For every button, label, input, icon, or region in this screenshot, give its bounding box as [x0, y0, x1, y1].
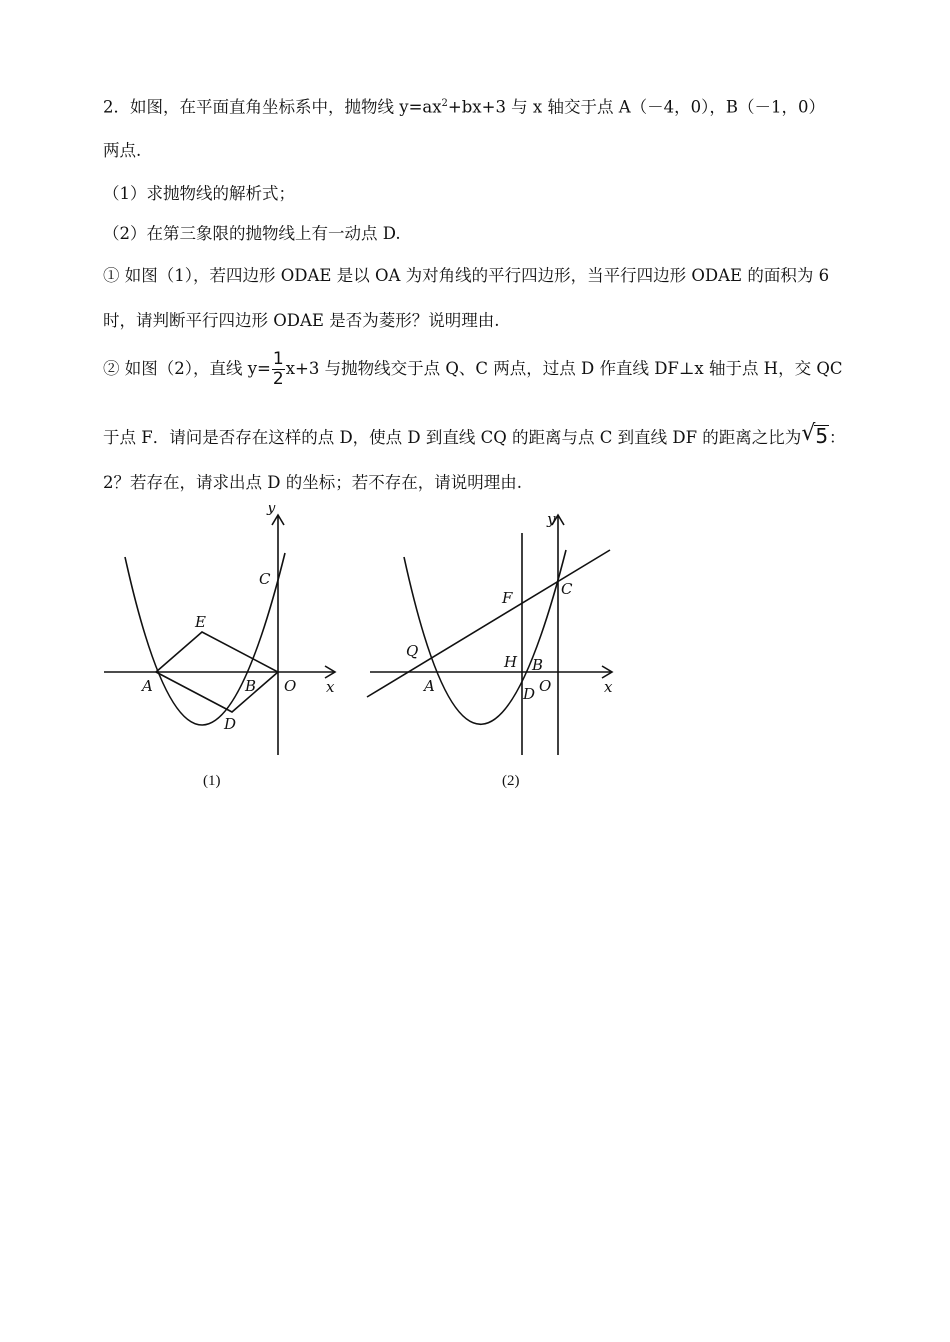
radical-sign-icon: √	[801, 421, 816, 446]
part-2: （2）在第三象限的抛物线上有一动点 D.	[103, 224, 401, 243]
sqrt-5	[801, 421, 829, 448]
part-1: （1）求抛物线的解析式；	[103, 184, 295, 203]
fraction-numerator: 1	[272, 349, 284, 369]
label-y: y	[547, 510, 556, 528]
label-d: D	[224, 715, 237, 733]
problem-line-2: 两点.	[103, 141, 142, 160]
label-f: F	[502, 589, 513, 607]
label-h: H	[504, 653, 518, 671]
label-e: E	[195, 613, 206, 631]
sub-2-text-b: x+3 与抛物线交于点 Q、C 两点，过点 D 作直线 DF⊥x 轴于点 H，交 QC	[285, 359, 843, 378]
problem-text-1b: +bx+3 与 x 轴交于点 A（－4，0），B（－1，0）	[447, 97, 826, 117]
label-x: x	[326, 678, 335, 696]
line-qc	[367, 550, 610, 697]
label-c: C	[259, 570, 271, 588]
label-y: y	[267, 505, 276, 516]
exponent: 2	[441, 98, 448, 109]
fraction-denominator: 2	[272, 369, 284, 389]
parabola	[404, 550, 566, 724]
label-a: A	[142, 677, 153, 695]
sub-1-line-2: 时，请判断平行四边形 ODAE 是否为菱形？说明理由.	[103, 311, 500, 330]
fraction-one-half	[272, 350, 285, 389]
sub-2-line-3: 2？若存在，请求出点 D 的坐标；若不存在，请说明理由.	[103, 473, 522, 492]
label-o: O	[539, 677, 552, 695]
figure-2-caption: (2)	[502, 773, 520, 789]
sub-1-line-1: ① 如图（1），若四边形 ODAE 是以 OA 为对角线的平行四边形，当平行四边形 ODAE 的面积为 6	[103, 266, 830, 285]
label-x: x	[604, 678, 613, 696]
sub-2-line-2-colon: ：	[829, 428, 846, 447]
figure-1-diagram	[100, 505, 350, 765]
label-b: B	[245, 677, 257, 695]
label-d: D	[523, 685, 536, 703]
sub-2-line-2	[103, 421, 846, 449]
problem-text-1a: 2．如图，在平面直角坐标系中，抛物线 y=ax	[103, 97, 442, 117]
label-c: C	[561, 580, 573, 598]
figure-2-diagram	[362, 505, 622, 765]
label-o: O	[284, 677, 297, 695]
radicand: 5	[815, 424, 829, 448]
sub-2-line-1	[103, 350, 842, 389]
sub-2-text-a: ② 如图（2），直线 y=	[103, 359, 271, 378]
figure-1-caption: (1)	[203, 773, 221, 789]
sub-2-line-2-text: 于点 F．请问是否存在这样的点 D，使点 D 到直线 CQ 的距离与点 C 到直线 DF 的距离之比为	[103, 428, 802, 447]
label-a: A	[424, 677, 435, 695]
label-b: B	[532, 656, 544, 674]
label-q: Q	[406, 642, 419, 660]
problem-line-1	[103, 93, 825, 119]
